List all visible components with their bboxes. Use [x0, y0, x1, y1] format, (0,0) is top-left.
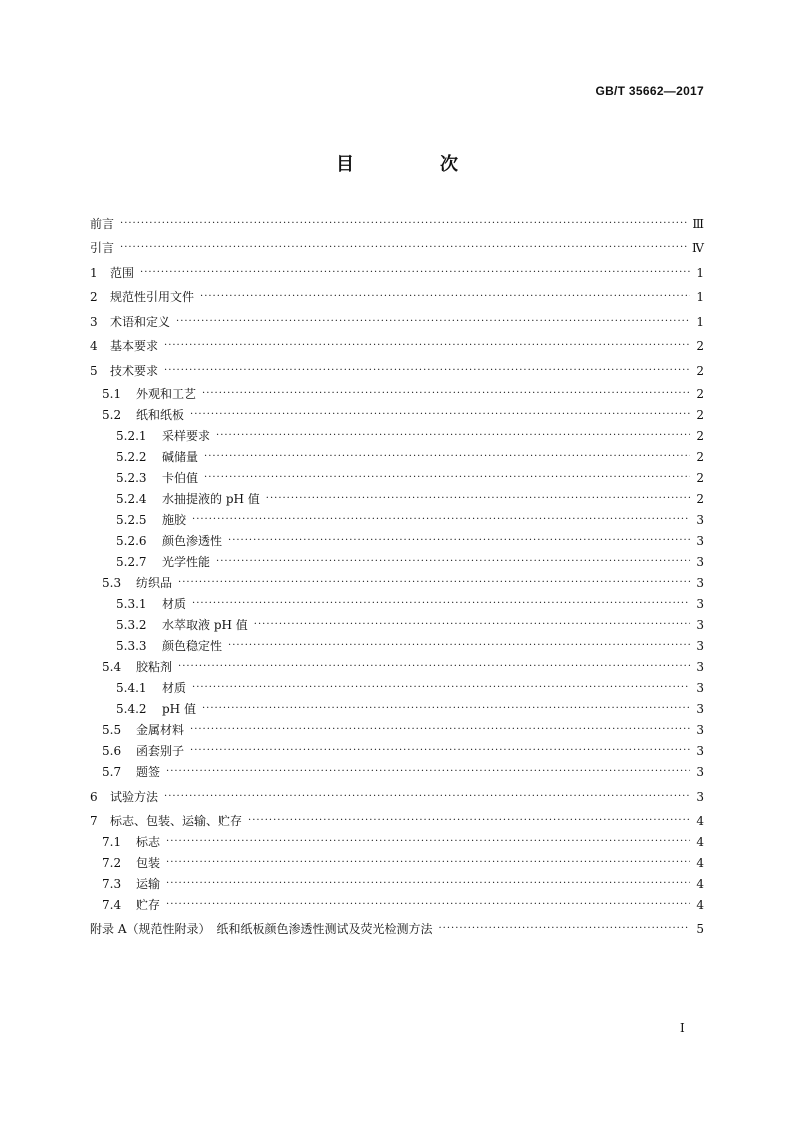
toc-entry-page: 2 [696, 450, 704, 464]
toc-leader-dots [202, 384, 690, 404]
toc-entry-number: 5.2.2 [116, 450, 147, 464]
toc-entry-page: 3 [696, 639, 704, 653]
toc-entry-number: 3 [90, 315, 98, 329]
toc-entry-label: 术语和定义 [110, 315, 171, 329]
toc-entry-label: 施胶 [162, 513, 187, 527]
toc-leader-dots [166, 874, 690, 894]
toc-entry-page: 4 [696, 856, 704, 870]
toc-entry-label: 贮存 [136, 898, 161, 912]
toc-entry-number: 5.2.4 [116, 492, 147, 506]
toc-entry-label: 颜色渗透性 [162, 534, 223, 548]
toc-entry-page: 2 [696, 339, 704, 353]
toc-entry-number: 5.6 [102, 744, 122, 758]
toc-entry-number: 5.2 [102, 408, 122, 422]
toc-entry-label: 附录 A（规范性附录） 纸和纸板颜色渗透性测试及荧光检测方法 [90, 922, 433, 936]
toc-entry-page: 3 [696, 765, 704, 779]
toc-entry-label: 运输 [136, 877, 161, 891]
toc-entry-number: 5.3.2 [116, 618, 147, 632]
toc-entry-label: 标志 [136, 835, 161, 849]
toc-entry-label: 采样要求 [162, 429, 211, 443]
toc-entry[interactable] [90, 312, 704, 332]
toc-entry-number: 5.2.6 [116, 534, 147, 548]
toc-entry-label: 函套别子 [136, 744, 185, 758]
toc-entry-label: 外观和工艺 [136, 387, 197, 401]
toc-entry-number: 5 [90, 364, 98, 378]
toc-entry[interactable] [90, 263, 704, 283]
toc-leader-dots [178, 573, 690, 593]
toc-entry-number: 5.1 [102, 387, 122, 401]
toc-leader-dots [192, 678, 690, 698]
toc-entry[interactable] [90, 552, 704, 572]
toc-leader-dots [204, 447, 690, 467]
toc-entry[interactable] [90, 361, 704, 381]
toc-entry[interactable] [90, 384, 704, 404]
toc-entry-label: 纸和纸板 [136, 408, 185, 422]
toc-entry-page: 3 [696, 790, 704, 804]
toc-entry-number: 5.3 [102, 576, 122, 590]
toc-entry-label: 纺织品 [136, 576, 173, 590]
toc-entry-page: 3 [696, 723, 704, 737]
toc-entry-page: 2 [696, 429, 704, 443]
toc-leader-dots [202, 699, 690, 719]
toc-entry-page: 3 [696, 597, 704, 611]
toc-entry[interactable] [90, 636, 704, 656]
toc-leader-dots [164, 361, 690, 381]
toc-leader-dots [216, 552, 690, 572]
toc-entry-page: 3 [696, 681, 704, 695]
toc-entry[interactable] [90, 787, 704, 807]
toc-leader-dots [248, 811, 690, 831]
toc-entry-label: 胶粘剂 [136, 660, 173, 674]
toc-entry-page: 4 [696, 814, 704, 828]
toc-entry-label: 颜色稳定性 [162, 639, 223, 653]
toc-entry-page: 3 [696, 618, 704, 632]
toc-entry-label: pH 值 [162, 702, 196, 716]
toc-entry-number: 5.2.1 [116, 429, 147, 443]
toc-entry-label: 范围 [110, 266, 135, 280]
toc-entry[interactable] [90, 336, 704, 356]
toc-entry-number: 7.1 [102, 835, 122, 849]
toc-entry-number: 5.4.1 [116, 681, 147, 695]
toc-leader-dots [192, 510, 690, 530]
toc-entry-label: 标志、包装、运输、贮存 [110, 814, 243, 828]
toc-entry-page: 2 [696, 471, 704, 485]
toc-entry-label: 金属材料 [136, 723, 185, 737]
toc-entry-label: 光学性能 [162, 555, 211, 569]
toc-entry-label: 基本要求 [110, 339, 159, 353]
toc-entry-label: 规范性引用文件 [110, 290, 195, 304]
toc-entry[interactable] [90, 594, 704, 614]
toc-entry-number: 6 [90, 790, 98, 804]
toc-entry-number: 5.4.2 [116, 702, 147, 716]
toc-entry-label: 包装 [136, 856, 161, 870]
toc-entry-label: 前言 [90, 217, 115, 231]
toc-entry-page: 3 [696, 534, 704, 548]
toc-entry-page: Ⅳ [692, 241, 704, 255]
toc-entry-page: 3 [696, 513, 704, 527]
standard-code: GB/T 35662—2017 [595, 84, 704, 98]
toc-entry-label: 引言 [90, 241, 115, 255]
toc-entry[interactable] [90, 919, 704, 939]
toc-entry[interactable] [90, 447, 704, 467]
toc-leader-dots [200, 287, 690, 307]
toc-entry[interactable] [90, 510, 704, 530]
toc-entry-page: 3 [696, 702, 704, 716]
toc-entry-number: 5.4 [102, 660, 122, 674]
toc-entry-page: 3 [696, 660, 704, 674]
toc-leader-dots [190, 405, 690, 425]
toc-entry-page: 3 [696, 576, 704, 590]
toc-leader-dots [120, 238, 688, 258]
toc-entry[interactable] [90, 287, 704, 307]
toc-entry[interactable] [90, 426, 704, 446]
toc-entry-label: 水萃取液 pH 值 [162, 618, 248, 632]
toc-entry-number: 2 [90, 290, 98, 304]
toc-leader-dots [166, 853, 690, 873]
toc-entry-label: 技术要求 [110, 364, 159, 378]
toc-entry-label: 试验方法 [110, 790, 159, 804]
toc-entry-page: 1 [696, 266, 704, 280]
toc-leader-dots [120, 214, 688, 234]
toc-entry-number: 7.4 [102, 898, 122, 912]
toc-entry-label: 碱储量 [162, 450, 199, 464]
toc-entry-page: 1 [696, 315, 704, 329]
toc-leader-dots [164, 336, 690, 356]
toc-entry-label: 材质 [162, 681, 187, 695]
toc-entry-page: 1 [696, 290, 704, 304]
toc-leader-dots [178, 657, 690, 677]
toc-entry-page: 3 [696, 555, 704, 569]
toc-leader-dots [164, 787, 690, 807]
toc-entry-label: 题签 [136, 765, 161, 779]
toc-entry-number: 5.3.3 [116, 639, 147, 653]
toc-entry[interactable] [90, 762, 704, 782]
toc-entry-page: 4 [696, 877, 704, 891]
toc-entry[interactable] [90, 573, 704, 593]
toc-entry-page: 2 [696, 387, 704, 401]
toc-leader-dots [190, 720, 690, 740]
toc-leader-dots [176, 312, 690, 332]
page-title: 目 次 [336, 154, 492, 175]
toc-entry-number: 5.2.3 [116, 471, 147, 485]
toc-entry-number: 5.3.1 [116, 597, 147, 611]
toc-entry-number: 1 [90, 266, 98, 280]
toc-entry-page: 2 [696, 492, 704, 506]
toc-entry[interactable] [90, 699, 704, 719]
toc-entry-page: 3 [696, 744, 704, 758]
toc-entry[interactable] [90, 720, 704, 740]
toc-entry[interactable] [90, 874, 704, 894]
toc-entry-page: 2 [696, 408, 704, 422]
toc-entry-label: 材质 [162, 597, 187, 611]
toc-leader-dots [228, 636, 690, 656]
toc-entry-number: 4 [90, 339, 98, 353]
toc-entry[interactable] [90, 895, 704, 915]
toc-leader-dots [166, 832, 690, 852]
toc-entry[interactable] [90, 214, 704, 234]
toc-entry-label: 卡伯值 [162, 471, 199, 485]
toc-entry-page: 4 [696, 898, 704, 912]
toc-leader-dots [166, 895, 690, 915]
toc-leader-dots [192, 594, 690, 614]
toc-entry-number: 5.7 [102, 765, 122, 779]
toc-entry[interactable] [90, 811, 704, 831]
toc-entry[interactable] [90, 405, 704, 425]
toc-entry-page: 5 [696, 922, 704, 936]
toc-entry-number: 5.2.5 [116, 513, 147, 527]
toc-leader-dots [140, 263, 690, 283]
toc-leader-dots [216, 426, 690, 446]
toc-leader-dots [166, 762, 690, 782]
toc-entry[interactable] [90, 531, 704, 551]
toc-entry[interactable] [90, 832, 704, 852]
toc-entry[interactable] [90, 657, 704, 677]
page-number: I [680, 1021, 685, 1035]
toc-entry-number: 7 [90, 814, 98, 828]
toc-entry-page: 2 [696, 364, 704, 378]
toc-entry-label: 水抽提液的 pH 值 [162, 492, 260, 506]
toc-entry[interactable] [90, 238, 704, 258]
toc-entry[interactable] [90, 615, 704, 635]
toc-leader-dots [228, 531, 690, 551]
toc-entry-number: 7.2 [102, 856, 122, 870]
toc-entry-number: 7.3 [102, 877, 122, 891]
toc-entry[interactable] [90, 468, 704, 488]
toc-leader-dots [204, 468, 690, 488]
toc-leader-dots [266, 489, 690, 509]
toc-entry-page: Ⅲ [692, 217, 704, 231]
toc-entry[interactable] [90, 853, 704, 873]
toc-leader-dots [190, 741, 690, 761]
toc-entry[interactable] [90, 489, 704, 509]
toc-entry[interactable] [90, 678, 704, 698]
toc-entry-number: 5.5 [102, 723, 122, 737]
toc-entry-number: 5.2.7 [116, 555, 147, 569]
toc-leader-dots [254, 615, 690, 635]
toc-entry-page: 4 [696, 835, 704, 849]
toc-leader-dots [438, 919, 690, 939]
toc-entry[interactable] [90, 741, 704, 761]
